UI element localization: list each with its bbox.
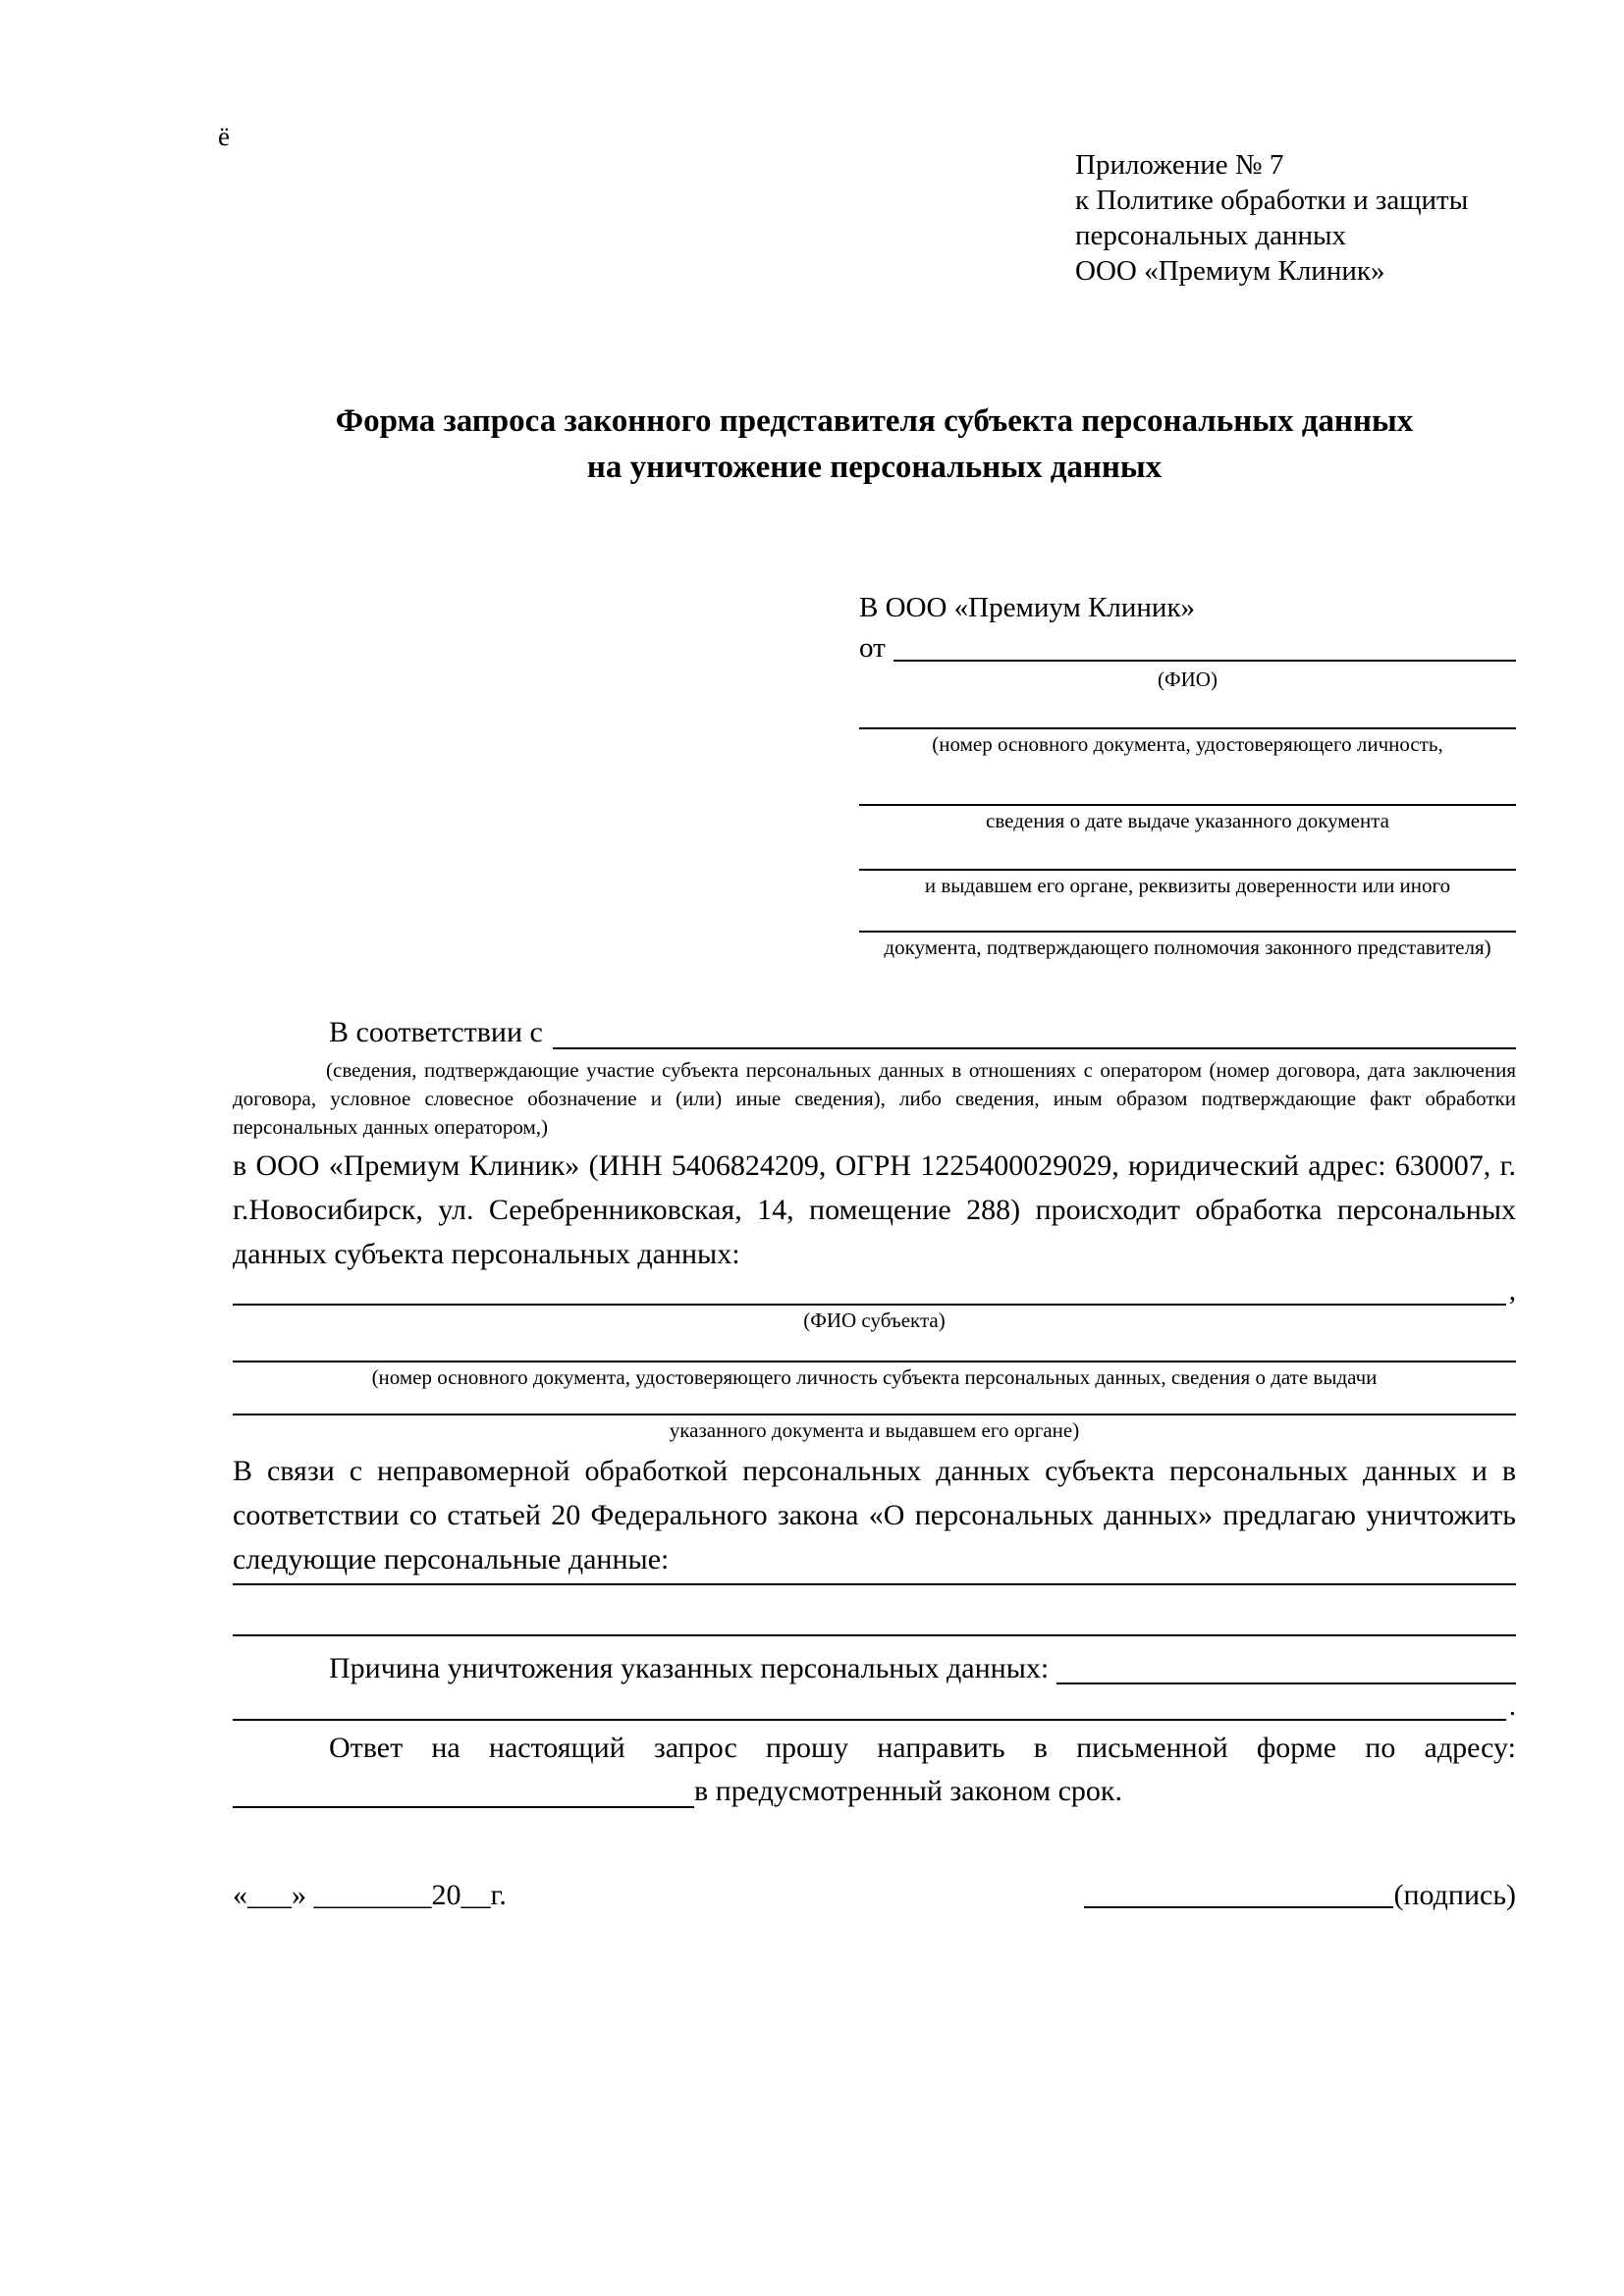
authority-document-blank-line bbox=[859, 931, 1516, 933]
reason-label: Причина уничтожения указанных персональных данных: bbox=[329, 1652, 1050, 1684]
period-suffix: . bbox=[1508, 1690, 1516, 1722]
accordance-row bbox=[233, 1011, 1516, 1054]
signature-caption: (подпись) bbox=[1393, 1879, 1516, 1911]
subject-document-blank-line2 bbox=[233, 1414, 1516, 1415]
issue-date-blank-line bbox=[859, 804, 1516, 806]
document-number-blank-line bbox=[859, 727, 1516, 729]
reason-blank-line2 bbox=[233, 1719, 1506, 1721]
stray-char: ё bbox=[218, 122, 230, 151]
accordance-label: В соответствии с bbox=[329, 1016, 543, 1048]
line-caption: (номер основного документа, удостоверяющего личность, bbox=[932, 732, 1443, 756]
subject-document-caption2: указанного документа и выдавшем его органе) bbox=[669, 1418, 1080, 1442]
subject-fio-row bbox=[233, 1276, 1516, 1306]
signature-group bbox=[1084, 1874, 1516, 1917]
appendix-header-line: ООО «Премиум Клиник» bbox=[1075, 255, 1385, 287]
from-label: от bbox=[859, 632, 886, 664]
operator-paragraph: в ООО «Премиум Клиник» (ИНН 5406824209, ОГРН 1225400029029, юридический адрес: 630007, г. г.Новосибирск, ул. Серебренниковская, 14, помещение 288) происходит обработка персональных данных субъекта персональных данных: bbox=[233, 1149, 1516, 1270]
personal-data-blank-line2 bbox=[233, 1634, 1516, 1636]
fio-blank-line bbox=[893, 629, 1516, 662]
personal-data-blank-line1 bbox=[233, 1583, 1516, 1585]
footer-row bbox=[233, 1874, 1516, 1917]
appendix-header-line: персональных данных bbox=[1075, 220, 1347, 251]
appendix-header-line: Приложение № 7 bbox=[1075, 149, 1284, 181]
addressee-block bbox=[859, 586, 1516, 960]
accordance-blank-line bbox=[553, 1011, 1516, 1049]
fio-caption: (ФИО) bbox=[1158, 667, 1218, 691]
addressee-to: В ООО «Премиум Клиник» bbox=[859, 592, 1196, 623]
subject-document-caption: (номер основного документа, удостоверяющего личность субъекта персональных данных, сведения о дате выдачи bbox=[371, 1365, 1378, 1389]
issuing-authority-blank-line bbox=[859, 869, 1516, 871]
unlawful-processing-paragraph: В связи с неправомерной обработкой персональных данных субъекта персональных данных и в соответствии со статьей 20 Федерального закона «О персональных данных» предлагаю уничтожить следующие персональные данные: bbox=[233, 1455, 1516, 1575]
comma-suffix: , bbox=[1508, 1275, 1516, 1307]
address-blank-line bbox=[233, 1770, 694, 1808]
line-caption: документа, подтверждающего полномочия законного представителя) bbox=[884, 935, 1491, 959]
document-title-line2: на уничтожение персональных данных bbox=[586, 450, 1163, 485]
accordance-caption: (сведения, подтверждающие участие субъекта персональных данных в отношениях с оператором (номер договора, дата заключения договора, условное словесное обозначение и (или) иные сведения), либо сведения, иным образом подтверждающие факт обработки персональных данных оператором,) bbox=[233, 1058, 1516, 1139]
subject-document-blank-line bbox=[233, 1361, 1516, 1362]
line-caption: и выдавшем его органе, реквизиты доверенности или иного bbox=[924, 874, 1451, 897]
reason-blank-line bbox=[1056, 1648, 1516, 1684]
response-address-row bbox=[233, 1770, 1516, 1813]
date-field: «___» ________20__г. bbox=[233, 1879, 507, 1911]
subject-fio-caption: (ФИО субъекта) bbox=[803, 1308, 946, 1332]
response-paragraph: Ответ на настоящий запрос прошу направить в письменной форме по адресу: bbox=[329, 1732, 1516, 1764]
reason-row bbox=[233, 1648, 1516, 1689]
document-title-line1: Форма запроса законного представителя субъекта персональных данных bbox=[335, 403, 1414, 439]
addressee-from-row bbox=[859, 629, 1516, 667]
appendix-header-line: к Политике обработки и защиты bbox=[1075, 185, 1469, 216]
signature-blank-line bbox=[1084, 1906, 1393, 1908]
line-caption: сведения о дате выдаче указанного документа bbox=[986, 809, 1389, 832]
appendix-header bbox=[1075, 147, 1516, 289]
document-title bbox=[233, 399, 1516, 491]
subject-fio-blank-line bbox=[233, 1304, 1506, 1306]
reason-continuation-row bbox=[233, 1690, 1516, 1722]
response-tail: в предусмотренный законом срок. bbox=[694, 1775, 1122, 1807]
